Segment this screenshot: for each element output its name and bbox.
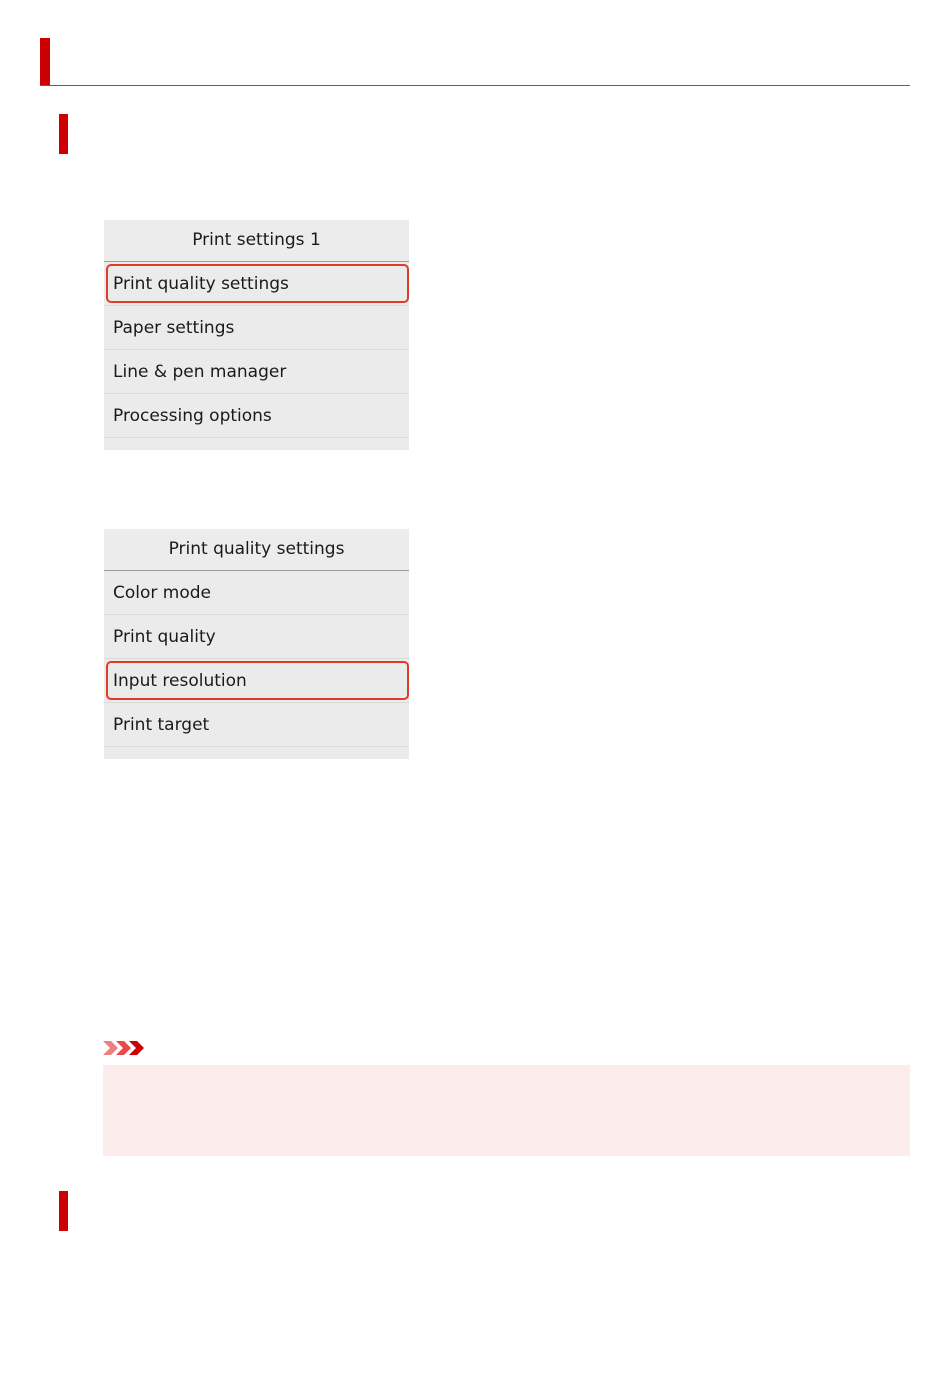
menu-item-line-pen-manager[interactable]: Line & pen manager [104, 350, 409, 394]
menu-item-print-target[interactable]: Print target [104, 703, 409, 747]
print-settings-1-screen [104, 220, 409, 450]
menu-item-processing-options[interactable]: Processing options [104, 394, 409, 438]
screen-footer [104, 438, 409, 450]
menu-item-paper-settings[interactable]: Paper settings [104, 306, 409, 350]
print-quality-settings-screen [104, 529, 409, 759]
section-heading-marker [59, 114, 68, 154]
page-title-rule [40, 85, 910, 86]
section-heading-marker [59, 1191, 68, 1231]
menu-item-color-mode[interactable]: Color mode [104, 571, 409, 615]
menu-item-print-quality[interactable]: Print quality [104, 615, 409, 659]
menu-item-print-quality-settings[interactable]: Print quality settings [104, 262, 409, 306]
page-title-marker [40, 38, 50, 86]
screen-footer [104, 747, 409, 759]
important-note-box [103, 1065, 910, 1156]
important-arrows-icon [103, 1039, 151, 1057]
screen-header: Print quality settings [104, 529, 409, 571]
screen-header: Print settings 1 [104, 220, 409, 262]
menu-item-input-resolution[interactable]: Input resolution [104, 659, 409, 703]
